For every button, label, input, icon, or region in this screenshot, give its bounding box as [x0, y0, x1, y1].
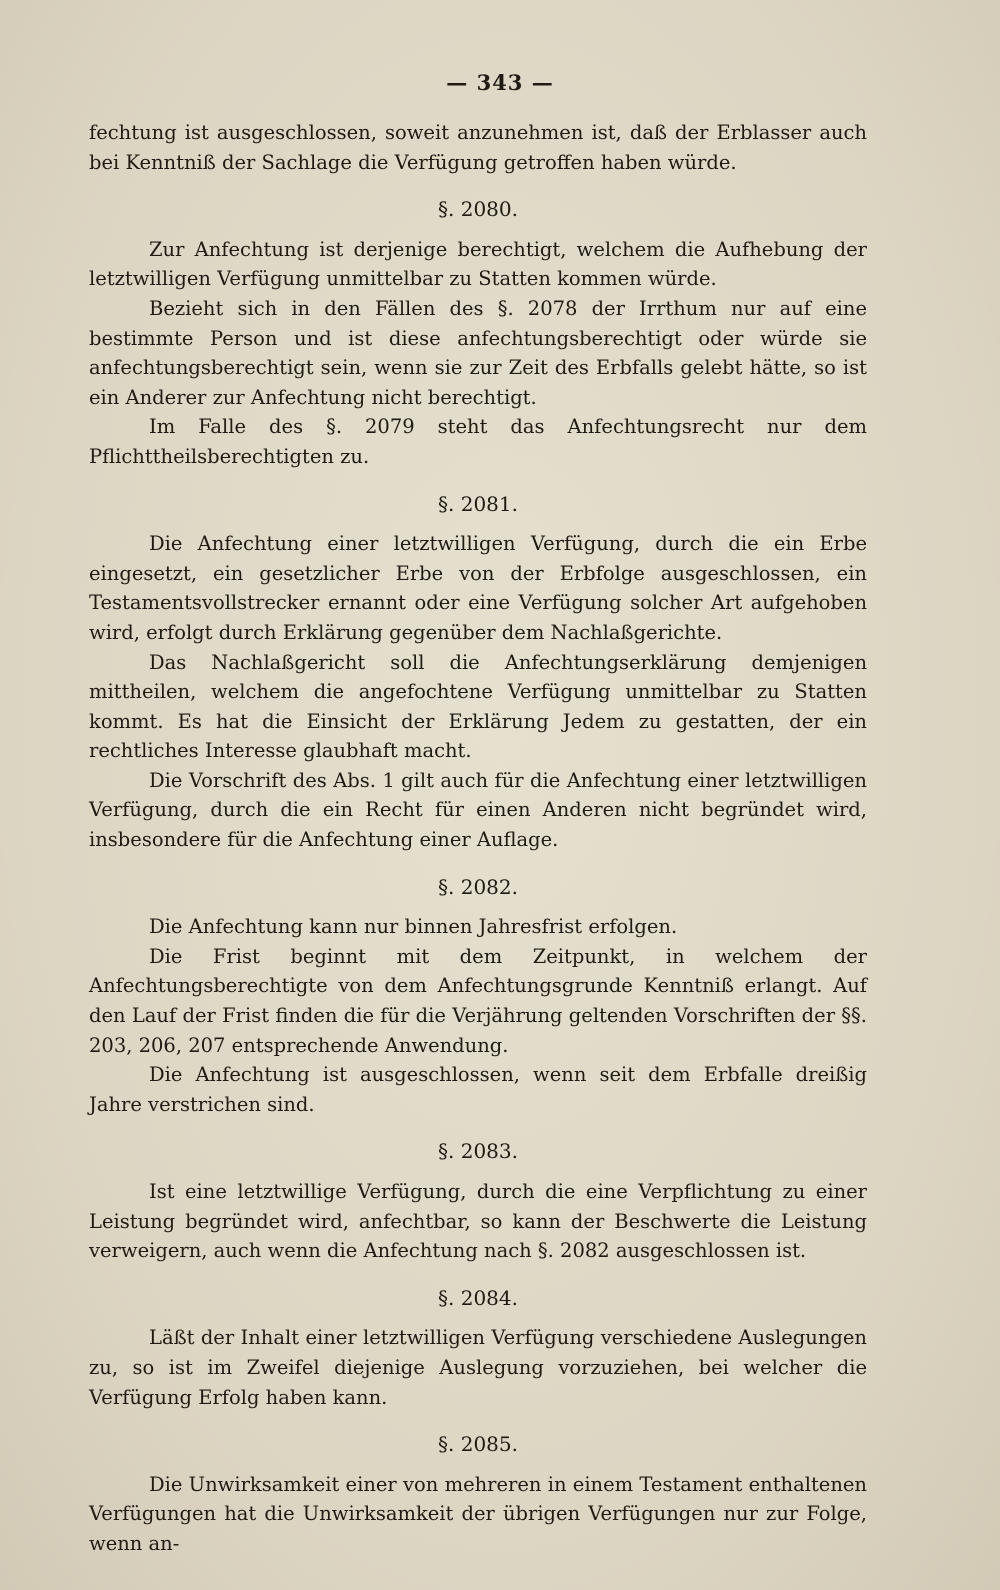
- body-paragraph: Das Nachlaßgericht soll die Anfechtungserklärung demjenigen mittheilen, welchem die angefochtene Verfügung unmittelbar zu Statten kommt. Es hat die Einsicht der Erklärung Jedem zu gestatten, der ein rechtliches Interesse glaubhaft macht.: [89, 650, 867, 763]
- body-paragraph: Die Anfechtung ist ausgeschlossen, wenn seit dem Erbfalle dreißig Jahre verstrichen sind.: [89, 1063, 867, 1116]
- body-paragraph: Die Anfechtung einer letztwilligen Verfügung, durch die ein Erbe eingesetzt, ein gesetzlicher Erbe von der Erbfolge ausgeschlossen, ein Testamentsvollstrecker ernannt oder eine Verfügung solcher Art aufgehoben wird, erfolgt durch Erklärung gegenüber dem Nachlaßgerichte.: [89, 532, 867, 644]
- body-paragraph: fechtung ist ausgeschlossen, soweit anzunehmen ist, daß der Erblasser auch bei Kenntniß der Sachlage die Verfügung getroffen haben würde.: [89, 121, 867, 174]
- document-body: [89, 118, 867, 1559]
- section-heading: §. 2083.: [438, 1139, 518, 1164]
- body-paragraph: Ist eine letztwillige Verfügung, durch die eine Verpflichtung zu einer Leistung begründet wird, anfechtbar, so kann der Beschwerte die Leistung verweigern, auch wenn die Anfechtung nach §. 2082 ausgeschlossen ist.: [89, 1180, 867, 1263]
- body-paragraph: Zur Anfechtung ist derjenige berechtigt, welchem die Aufhebung der letztwilligen Verfügung unmittelbar zu Statten kommen würde.: [89, 237, 867, 291]
- body-paragraph: Die Frist beginnt mit dem Zeitpunkt, in welchem der Anfechtungsberechtigte von dem Anfechtungsgrunde Kenntniß erlangt. Auf den Lauf der Frist finden die für die Verjährung geltenden Vorschriften der §§. 203, 206, 207 entsprechende Anwendung.: [89, 944, 867, 1057]
- body-paragraph: Die Anfechtung kann nur binnen Jahresfrist erfolgen.: [149, 915, 678, 939]
- section-heading: §. 2084.: [438, 1285, 518, 1310]
- section-heading: §. 2080.: [438, 197, 518, 222]
- page-number: — 343 —: [446, 70, 554, 95]
- body-paragraph: Die Vorschrift des Abs. 1 gilt auch für die Anfechtung einer letztwilligen Verfügung, durch die ein Recht für einen Anderen nicht begründet wird, insbesondere für die Anfechtung einer Auflage.: [89, 768, 867, 852]
- section-heading: §. 2085.: [438, 1432, 518, 1457]
- section-heading: §. 2082.: [438, 874, 518, 899]
- body-paragraph: Bezieht sich in den Fällen des §. 2078 der Irrthum nur auf eine bestimmte Person und ist diese anfechtungsberechtigt oder würde sie anfechtungsberechtigt sein, wenn sie zur Zeit des Erbfalls gelebt hätte, so ist ein Anderer zur Anfechtung nicht berechtigt.: [89, 296, 867, 409]
- body-paragraph: Läßt der Inhalt einer letztwilligen Verfügung verschiedene Auslegungen zu, so ist im Zweifel diejenige Auslegung vorzuziehen, bei welcher die Verfügung Erfolg haben kann.: [89, 1326, 867, 1409]
- section-heading: §. 2081.: [438, 491, 518, 516]
- body-paragraph: Die Unwirksamkeit einer von mehreren in einem Testament enthaltenen Verfügungen hat die Unwirksamkeit der übrigen Verfügungen nur zur Folge, wenn an-: [89, 1472, 867, 1555]
- body-paragraph: Im Falle des §. 2079 steht das Anfechtungsrecht nur dem Pflichttheilsberechtigten zu.: [89, 415, 867, 468]
